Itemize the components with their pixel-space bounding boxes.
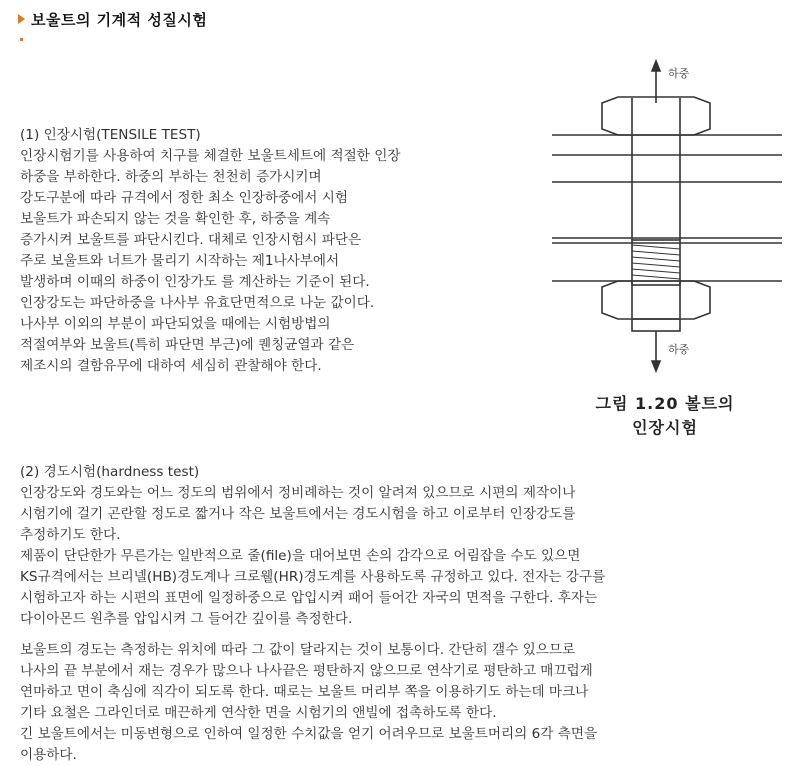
section2-line: (2) 경도시험(hardness test) (20, 464, 200, 480)
section1-line: 인장강도는 파단하중을 나사부 유효단면적으로 나눈 값이다. (20, 295, 375, 311)
arrow-down-icon (652, 361, 660, 371)
hardness-test-section (20, 462, 605, 630)
section3-line: 나사의 끝 부분에서 재는 경우가 많으나 나사끝은 평탄하지 않으므로 연삭기로 평탄하고 매끄럽게 (20, 663, 593, 679)
section1-line: 주로 보울트와 너트가 물리기 시작하는 제1나사부에서 (20, 253, 340, 269)
section1-line: 보울트가 파손되지 않는 것을 확인한 후, 하중을 계속 (20, 211, 331, 227)
section1-line: 강도구분에 따라 규격에서 정한 최소 인장하중에서 시험 (20, 190, 348, 206)
load-label-top: 하중 (668, 67, 690, 80)
tensile-test-section (20, 125, 400, 377)
section2-line: 제품이 단단한가 무른가는 일반적으로 줄(file)을 대어보면 손의 감각으로 어림잡을 수도 있으면 (20, 548, 581, 564)
orange-bullet-icon (18, 14, 25, 24)
section1-line: 하중을 부하한다. 하중의 부하는 천천히 증가시키며 (20, 169, 322, 185)
section3-line: 연마하고 면이 축심에 직각이 되도록 한다. 때로는 보울트 머리부 쪽을 이용하기도 하는데 마크나 (20, 684, 589, 700)
section2-line: KS규격에서는 브리넬(HB)경도계나 크로웰(HR)경도계를 사용하도록 규정하고 있다. 전자는 강구를 (20, 569, 606, 585)
section2-line: 시험하고자 하는 시편의 표면에 일정하중으로 압입시켜 패어 들어간 자국의 면적을 구한다. 후자는 (20, 590, 598, 606)
hardness-measurement-section (20, 640, 597, 766)
section1-line: (1) 인장시험(TENSILE TEST) (20, 127, 201, 143)
bolt-tensile-figure (552, 55, 782, 445)
nut (602, 281, 710, 319)
load-label-bottom: 하중 (668, 343, 690, 356)
caption-line-1: 그림 1.20 볼트의 (595, 394, 735, 413)
section2-line: 인장강도와 경도와는 어느 정도의 범위에서 정비례하는 것이 알려져 있으므로 시편의 제작이나 (20, 485, 576, 501)
section3-line: 긴 보울트에서는 미동변형으로 인하여 일정한 수치값을 얻기 어려우므로 보울트머리의 6각 측면을 (20, 726, 598, 742)
section2-line: 다이아몬드 원추를 압입시켜 그 들어간 깊이를 측정한다. (20, 611, 353, 627)
section2-line: 시험기에 걸기 곤란할 정도로 짧거나 작은 보울트에서는 경도시험을 하고 이로부터 인장강도를 (20, 506, 576, 522)
decorative-dot (20, 38, 23, 41)
section3-line: 이용하다. (20, 747, 77, 763)
page-title: 보울트의 기계적 성질시험 (31, 10, 208, 29)
page-header (18, 8, 207, 30)
section1-line: 나사부 이외의 부분이 파단되었을 때에는 시험방법의 (20, 316, 331, 332)
section2-line: 추정하기도 한다. (20, 527, 121, 543)
section1-line: 적절여부와 보울트(특히 파단면 부근)에 퀜칭균열과 같은 (20, 337, 355, 353)
arrow-up-icon (652, 61, 660, 71)
section1-line: 증가시켜 보울트를 파단시킨다. 대체로 인장시험시 파단은 (20, 232, 362, 248)
section1-line: 제조시의 결함유무에 대하여 세심히 관찰해야 한다. (20, 358, 322, 374)
section3-line: 보울트의 경도는 측정하는 위치에 따라 그 값이 달라지는 것이 보통이다. 간단히 갤수 있으므로 (20, 642, 576, 658)
caption-line-2: 인장시험 (632, 418, 698, 437)
section1-line: 발생하며 이때의 하중이 인장가도 를 계산하는 기준이 된다. (20, 274, 370, 290)
section3-line: 기타 요철은 그라인더로 매끈하게 연삭한 면을 시험기의 앤빌에 접촉하도록 한다. (20, 705, 497, 721)
figure-caption (560, 392, 770, 440)
section1-line: 인장시험기를 사용하여 치구를 체결한 보울트세트에 적절한 인장 (20, 148, 401, 164)
